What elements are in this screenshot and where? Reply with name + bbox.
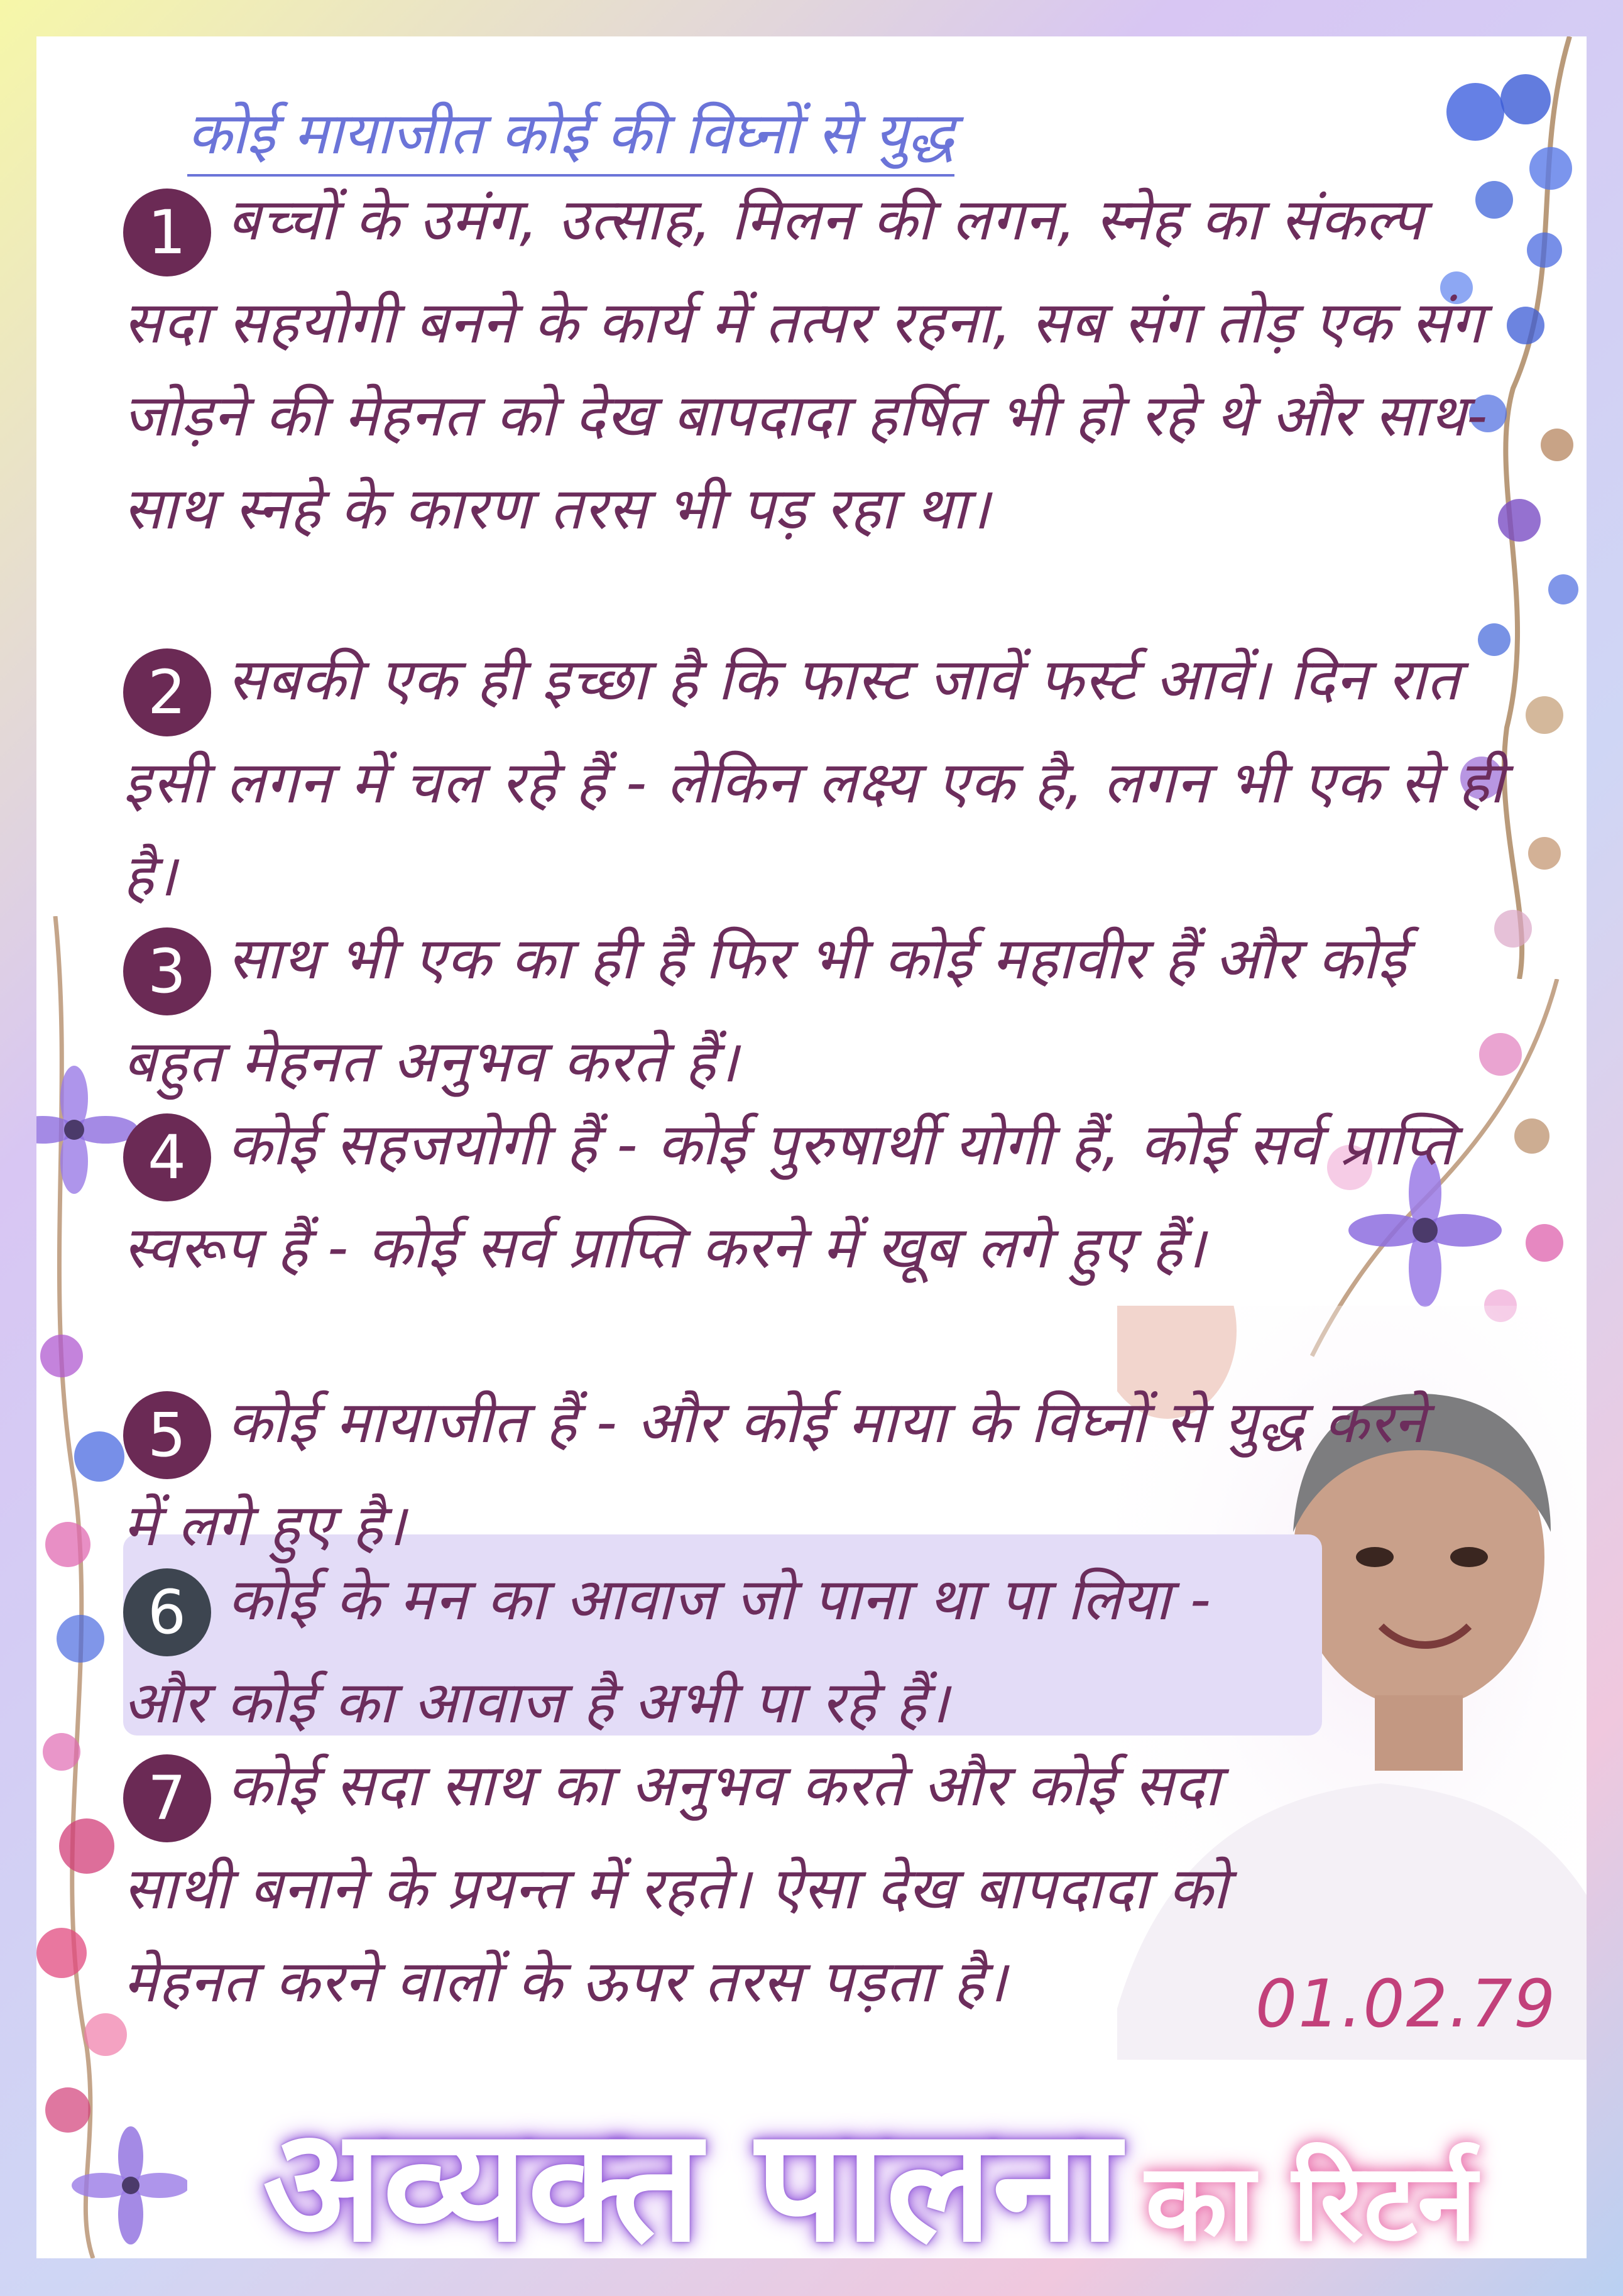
point-number-badge: 5 [123, 1391, 211, 1479]
point-text: बच्चों के उमंग, उत्साह, मिलन की लगन, स्नेह का संकल्प सदा सहयोगी बनने के कार्य में तत्पर रहना, सब संग तोड़ एक संग जोड़ने की मेहनत को देख बापदादा हर्षित भी हो रहे थे और साथ-साथ स्नहे के कारण तरस भी पड़ रहा था। [123, 186, 1489, 542]
point-text: सबकी एक ही इच्छा है कि फास्ट जावें फर्स्ट आवें। दिन रात इसी लगन में चल रहे हैं - लेकिन लक्ष्य एक है, लगन भी एक से ही है। [123, 646, 1505, 909]
point-text: कोई सहजयोगी हैं - कोई पुरुषार्थी योगी हैं, कोई सर्व प्राप्ति स्वरूप हैं - कोई सर्व प्राप्ति करने में खूब लगे हुए हैं। [123, 1111, 1455, 1281]
point-5 [123, 1376, 1430, 1572]
date-label: 01.02.79 [1255, 1965, 1557, 2042]
point-number-badge: 1 [123, 189, 211, 276]
point-1 [123, 173, 1506, 555]
point-text: कोई मायाजीत हैं - और कोई माया के विघ्नों से युद्ध करने में लगे हुए है। [123, 1389, 1426, 1559]
point-number-badge: 3 [123, 927, 211, 1015]
point-2 [123, 633, 1506, 922]
point-number-badge: 4 [123, 1113, 211, 1201]
footer-banner [263, 2072, 1477, 2258]
point-number-badge: 7 [123, 1754, 211, 1842]
footer-main-text: अव्यक्त पालना [263, 2094, 1120, 2258]
point-text: कोई सदा साथ का अनुभव करते और कोई सदा साथी बनाने के प्रयन्त में रहते। ऐसा देख बापदादा को मेहनत करने वालों के ऊपर तरस पड़ता है। [123, 1752, 1228, 2015]
point-6 [123, 1553, 1304, 1749]
point-text: साथ भी एक का ही है फिर भी कोई महावीर हैं और कोई बहुत मेहनत अनुभव करते हैं। [123, 925, 1407, 1095]
point-4 [123, 1098, 1506, 1294]
page-title: कोई मायाजीत कोई की विघ्नों से युद्ध [187, 92, 954, 177]
point-7 [123, 1739, 1229, 2028]
point-text: कोई के मन का आवाज जो पाना था पा लिया - और कोई का आवाज है अभी पा रहे हैं। [123, 1566, 1211, 1736]
point-number-badge: 2 [123, 648, 211, 736]
point-number-badge: 6 [123, 1568, 211, 1656]
point-3 [123, 912, 1506, 1108]
footer-sub-text: का रिटर्न [1145, 2141, 1477, 2258]
card [36, 36, 1587, 2258]
